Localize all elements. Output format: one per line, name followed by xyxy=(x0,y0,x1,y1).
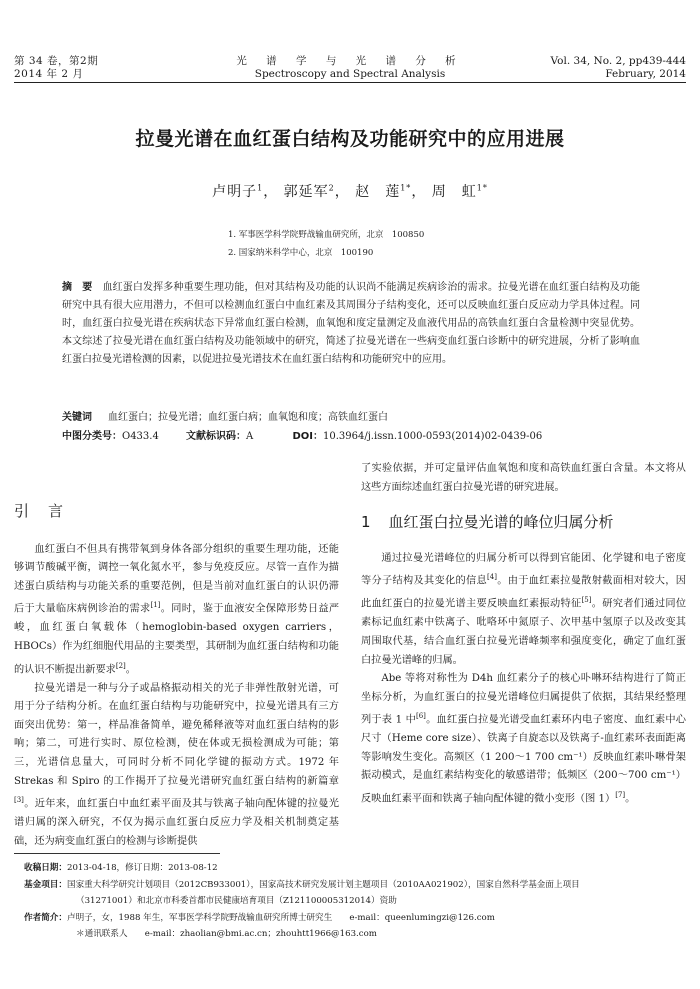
affiliations xyxy=(228,226,424,262)
text-run: Abe 等将对称性为 D4h 血红素分子的核心卟啉环结构进行了简正坐标分析，为血红蛋白的拉曼光谱峰位归属提供了依据，其结果经整理列于表 1 中 xyxy=(361,673,686,726)
affiliation-item: 1. 军事医学科学院野战输血研究所，北京 100850 xyxy=(228,230,425,240)
citation: [3] xyxy=(14,796,24,805)
author-bio-label: 作者简介： xyxy=(24,912,67,923)
footnote-divider xyxy=(14,853,220,854)
keywords-label: 关键词 xyxy=(62,412,92,423)
author-affil-mark: 2 xyxy=(328,183,335,193)
running-header xyxy=(0,0,700,82)
header-divider xyxy=(14,82,686,83)
received-text: 2013-04-18，修订日期：2013-08-12 xyxy=(66,863,218,873)
text-run: 血红蛋白不但具有携带氧到身体各部分组织的重要生理功能，还能够调节酸碱平衡，调控一氧化氮水平，参与免疫反应。尽管一直作为描述蛋白质结构与功能关系的重要范例，但是当前对血红蛋白的认识仍滞后于大量临床病例诊治的需求 xyxy=(14,543,339,615)
right-column xyxy=(361,460,686,809)
text-run: 。同时，鉴于血液安全保障形势日益严峻，血红蛋白氧载体（hemoglobin-based oxygen carriers，HBOCs）作为红细胞代用品的主要类型，其研制为血红蛋白结构和功能的认识不断提出新要求 xyxy=(14,603,340,675)
citation: [1] xyxy=(150,601,161,610)
section-1-paragraph-2 xyxy=(361,670,686,809)
vol-pages: Vol. 34, No. 2, pp439-444 xyxy=(550,55,686,67)
corresponding-author: ＊通讯联系人 e-mail：zhaolian@bmi.ac.cn；zhouhtt1966@163.com xyxy=(76,929,377,939)
author-list: 卢明子$^1$， 郭延军$^2$， 赵 莲$^{1*}$， 周 虹$^{1*}$ xyxy=(212,183,488,200)
author-name: 赵 莲 xyxy=(355,184,401,200)
text-run: 通过拉曼光谱峰位的归属分析可以得到官能团、化学键和电子密度等分子结构及其变化的信息 xyxy=(361,552,686,587)
funding-label: 基金项目： xyxy=(24,879,67,890)
keywords-text: 血红蛋白；拉曼光谱；血红蛋白病；血氧饱和度；高铁血红蛋白 xyxy=(108,412,388,423)
funding-continued: （31271001）和北京市科委首都市民健康培育项目（Z121100005312014）资助 xyxy=(76,896,397,906)
abstract xyxy=(62,279,640,369)
journal-title-en: Spectroscopy and Spectral Analysis xyxy=(254,67,446,80)
citation: [2] xyxy=(115,661,126,670)
section-1-paragraph-1 xyxy=(361,550,686,670)
classification-line xyxy=(62,429,662,445)
doc-code-value: A xyxy=(246,431,254,442)
journal-title-zh: 光 谱 学 与 光 谱 分 析 xyxy=(236,55,464,67)
citation: [7] xyxy=(615,791,626,800)
section-title: 血红蛋白拉曼光谱的峰位归属分析 xyxy=(388,513,614,532)
volume-issue: 第 34 卷，第2期 xyxy=(14,55,99,67)
section-number: 1 xyxy=(361,513,371,532)
intro-paragraph-2 xyxy=(14,680,339,852)
affiliation-item: 2. 国家纳米科学中心，北京 100190 xyxy=(228,248,374,258)
journal-pagination xyxy=(551,55,686,80)
citation: [4] xyxy=(487,573,497,582)
publication-date: 2014 年 2 月 xyxy=(14,67,84,80)
doi-label: DOI： xyxy=(292,431,323,442)
author-affil-mark: 1 xyxy=(257,183,264,193)
author-bio-text: 卢明子，女，1988 年生，军事医学科学院野战输血研究所博士研究生 e-mail：queenlumingzi@126.com xyxy=(66,912,495,923)
footnotes xyxy=(24,860,694,943)
author-affil-mark: 1* xyxy=(400,183,412,193)
abstract-text: 血红蛋白发挥多种重要生理功能，但对其结构及功能的认识尚不能满足疾病诊治的需求。拉曼光谱在血红蛋白结构及功能研究中具有很大应用潜力，不但可以检测血红蛋白中血红素及其周围分子结构变化，还可以反映血红蛋白反应动力学具体过程。同时，血红蛋白拉曼光谱在疾病状态下异常血红蛋白检测，血氧饱和度定量测定及血液代用品的高铁血红蛋白含量检测中突显优势。本文综述了拉曼光谱在血红蛋白结构及功能领域中的研究，简述了拉曼光谱在一些病变血红蛋白诊断中的研究进展，分析了影响血红蛋白拉曼光谱检测的因素，以促进拉曼光谱技术在血红蛋白结构和功能研究中的应用。 xyxy=(62,282,641,365)
keywords xyxy=(62,410,662,426)
text-run: 。研究者们通过同位素标记血红素中铁离子、吡咯环中氮原子、次甲基中氢原子以及改变其周围取代基，结合血红蛋白拉曼光谱峰频率和强度变化，确定了血红蛋白拉曼光谱峰的归属。 xyxy=(361,598,687,666)
clc-label: 中图分类号： xyxy=(62,431,122,442)
text-run: 拉曼光谱是一种与分子或晶格振动相关的光子非弹性散射光谱，可用于分子结构分析。在血红蛋白结构与功能研究中，拉曼光谱具有三方面突出优势：第一，样品准备简单，避免稀释液等对血红蛋白结构的影响；第二，可进行实时、原位检测，使在体或无损检测成为可能；第三，光谱信息量大，可同时分析不同化学键的振动方式。1972 年 Strekas 和 Spiro 的工作揭开了拉曼光谱研究血红蛋白结构的新篇章 xyxy=(14,682,339,787)
intro-paragraph-1 xyxy=(14,541,339,680)
funding xyxy=(24,877,694,894)
section-1-heading xyxy=(361,513,686,532)
text-run: 。血红蛋白拉曼光谱受血红素环内电子密度、血红素中心尺寸（Heme core size）、铁离子自旋态以及铁离子-血红素环表面距离等影响发生变化。高频区（1 200～1 700 cm⁻¹）反映血红素卟啉骨架振动模式，是血红素结构变化的敏感谱带；低频区（200～700 cm⁻¹）反映血红素平面和铁离子轴向配体键的微小变形（图 1） xyxy=(361,714,686,805)
citation: [6] xyxy=(416,712,426,721)
citation: [5] xyxy=(581,596,592,605)
text-run: 。由于血红素拉曼散射截面相对较大，因此血红蛋白的拉曼光谱主要反映血红素振动特征 xyxy=(361,575,686,610)
intro-continuation: 了实验依据，并可定量评估血氧饱和度和高铁血红蛋白含量。本文将从这些方面综述血红蛋白拉曼光谱的研究进展。 xyxy=(361,463,686,493)
doc-code-label: 文献标识码： xyxy=(186,431,247,442)
left-column xyxy=(14,480,339,851)
article-title: 拉曼光谱在血红蛋白结构及功能研究中的应用进展 xyxy=(135,128,565,150)
author-affil-mark: 1* xyxy=(476,183,488,193)
author-bio xyxy=(24,910,694,927)
author-name: 卢明子 xyxy=(212,184,258,200)
abstract-label: 摘 要 xyxy=(62,282,93,293)
author-name: 周 虹 xyxy=(431,184,477,200)
author-name: 郭延军 xyxy=(283,184,329,200)
doi-value: 10.3964/j.issn.1000-0593(2014)02-0439-06 xyxy=(322,431,543,442)
text-run: 。 xyxy=(125,663,136,675)
text-run: 。近年来，血红蛋白中血红素平面及其与铁离子轴向配体键的拉曼光谱归属的深入研究，不仅为揭示血红蛋白反应力学及相关机制奠定基础，还为病变血红蛋白的检测与诊断提供 xyxy=(14,798,339,847)
clc-value: O433.4 xyxy=(122,431,159,442)
funding-text: 国家重大科学研究计划项目（2012CB933001），国家高技术研究发展计划主题项目（2010AA021902），国家自然科学基金面上项目 xyxy=(66,879,580,890)
intro-heading: 引 言 xyxy=(14,502,66,520)
text-run: 。 xyxy=(625,793,636,805)
received-label: 收稿日期： xyxy=(24,863,67,873)
received-date xyxy=(24,860,694,877)
month-year: February, 2014 xyxy=(605,67,686,80)
